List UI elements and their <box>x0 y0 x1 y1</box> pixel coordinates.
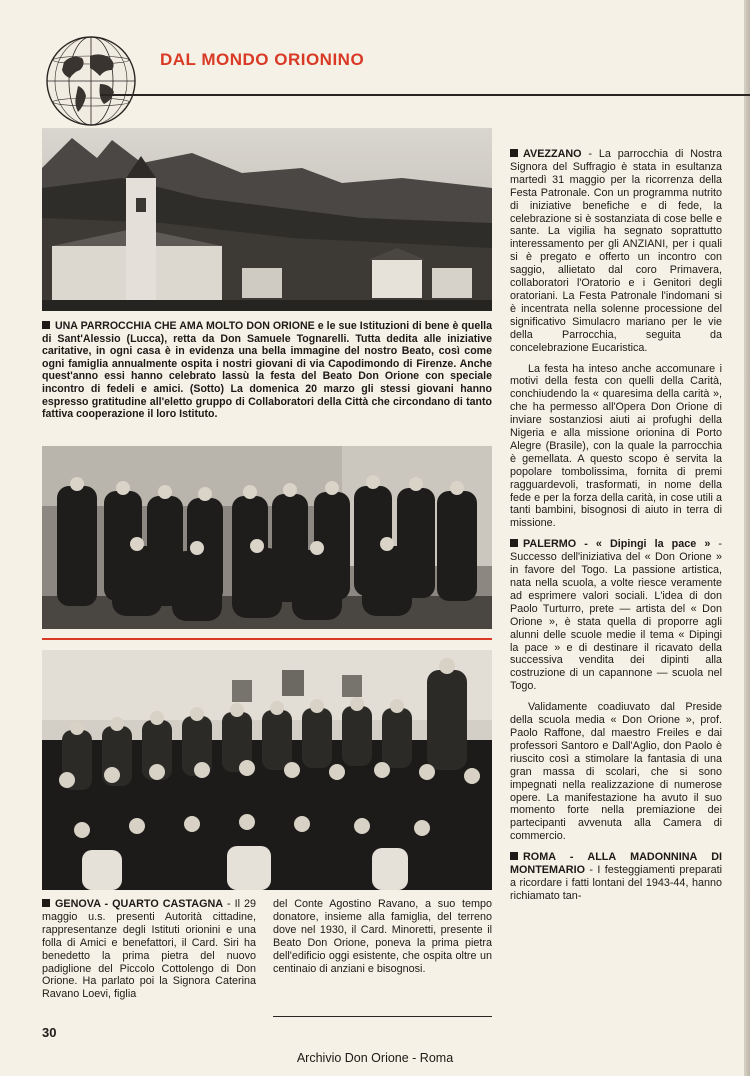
church-village-photo <box>42 128 492 311</box>
group-photo-2 <box>42 650 492 890</box>
avezzano-text: - La parrocchia di Nostra Signora del Suffragio è stata in esultanza martedì 31 maggio per la ricorrenza della Festa Patronale. Con un programma nutrito di iniziative benefiche e di fede, la celebrazione si è sostanziata di cose belle e sante. La vigilia ha segnato soprattutto interessamento per gli ANZIANI, per i quali si è pregato e offerto un incontro con saggio, allietato dal coro Primavera, collaboratori l'Oratorio e i Genitori degli oratoriani. La Festa Patronale l'indomani si è incentrata nella solenne processione del significativo Simulacro mariano per le vie della Parrocchia, seguita da concelebrazione Eucaristica. <box>510 148 722 354</box>
photo-caption <box>42 320 492 421</box>
palermo-article <box>510 538 722 693</box>
bullet-square-icon <box>510 149 518 157</box>
divider-red <box>42 638 492 640</box>
page-edge-shadow <box>744 0 750 1076</box>
bullet-square-icon <box>510 539 518 547</box>
genova-column <box>42 898 256 1009</box>
avezzano-heading: AVEZZANO <box>523 148 582 160</box>
bullet-square-icon <box>42 321 50 329</box>
genova-text: - Il 29 maggio u.s. presenti Autorità cittadine, rappresentanze degli Istituti orionini e una folla di Amici e benefattori, il Card. Siri ha benedetto la prima pietra del nuovo padiglione del Piccolo Cottolengo di Don Orione. Ha parlato poi la Signora Caterina Ravano Loevi, figlia <box>42 898 256 1001</box>
avezzano-article <box>510 148 722 355</box>
palermo-heading: PALERMO - « Dipingi la pace » <box>523 538 711 551</box>
genova-column-2 <box>273 898 492 983</box>
genova-article <box>42 898 256 1001</box>
genova-text-2: del Conte Agostino Ravano, a suo tempo donatore, insieme alla famiglia, del terreno dove nel 1930, il Card. Minoretti, presente il Beato Don Orione, poneva la prima pietra dell'edificio oggi esistente, che ospita oltre un centinaio di anziani e bisognosi. <box>273 898 492 975</box>
right-column <box>510 148 722 911</box>
group-photo-1 <box>42 446 492 629</box>
roma-article <box>510 851 722 903</box>
roma-heading: ROMA - ALLA MADONNINA DI MONTEMARIO <box>510 851 722 877</box>
bullet-square-icon <box>42 899 50 907</box>
genova-heading: GENOVA - QUARTO CASTAGNA <box>55 898 224 910</box>
globe-icon <box>44 34 138 128</box>
archive-label: Archivio Don Orione - Roma <box>296 1051 454 1065</box>
header-rule <box>100 94 750 96</box>
avezzano-text-2: La festa ha inteso anche accomunare i motivi della festa con quelli della Carità, conchiudendo la « quaresima della carità », che ha permesso all'Opera Don Orione di inviare sostanziosi aiuti ai profughi della Nigeria e alla missione orionina di Porto Alegre (Brasile), con la quale la parrocchia è gemellata. A questo scopo è servita la popolare tombolissima, fornita di premi ragguardevoli, trasformati, in nome della fede e per la forza della carità, in cose utili a tanti bambini, bisognosi di aiuto in terra di missione. <box>510 362 722 530</box>
page-number: 30 <box>42 1025 57 1040</box>
roma-text: - I festeggiamenti preparati a ricordare i fatti lontani del 1943-44, hanno richiamato tan- <box>510 864 722 902</box>
caption-text: UNA PARROCCHIA CHE AMA MOLTO DON ORIONE e le sue Istituzioni di bene è quella di Sant'Alessio (Lucca), retta da Don Samuele Tognarelli. Tutta dedita alle iniziative caritative, in ogni casa è in evidenza una bella immagine del nostro Beato, così come ogni famiglia annualmente ospita i nostri giovani di via Capodimondo di Firenze. Anche quest'anno essi hanno celebrato lassù la festa del Beato Don Orione con speciale incontro di fedeli e amici. (Sotto) La domenica 20 marzo gli stessi giovani hanno espresso gratitudine all'eletto gruppo di Collaboratori della Città che circondano di tanto fattiva cooperazione il loro Istituto. <box>42 320 492 421</box>
bottom-rule <box>273 1016 492 1017</box>
bullet-square-icon <box>510 852 518 860</box>
palermo-text: - Successo dell'iniziativa del « Don Orione » in favore del Togo. La passione artistica, nata nella scuola, a volte riesce veramente ad esprimere valori sociali. L'idea di don Paolo Turturro, prete — artista del « Don Orione », è stata quella di proporre agli alunni delle scuole medie il tema « Dipingi la pace » e di destinare il ricavato della successiva vendita dei dipinti alla costruzione di un capannone — scuola nel Togo. <box>510 538 722 693</box>
section-title: DAL MONDO ORIONINO <box>160 50 365 69</box>
palermo-text-2: Validamente coadiuvato dal Preside della scuola media « Don Orione », prof. Paolo Raffone, dal maestro Freiles e dai professori Santoro e Dall'Aglio, don Paolo è riuscito così a stimolare la fantasia di una gran massa di scolari, che si sono impegnati nella realizzazione di numerose opere. La manifestazione ha avuto il suo momento forte nella premiazione dei partecipanti avvenuta alla Camera di commercio. <box>510 701 722 843</box>
